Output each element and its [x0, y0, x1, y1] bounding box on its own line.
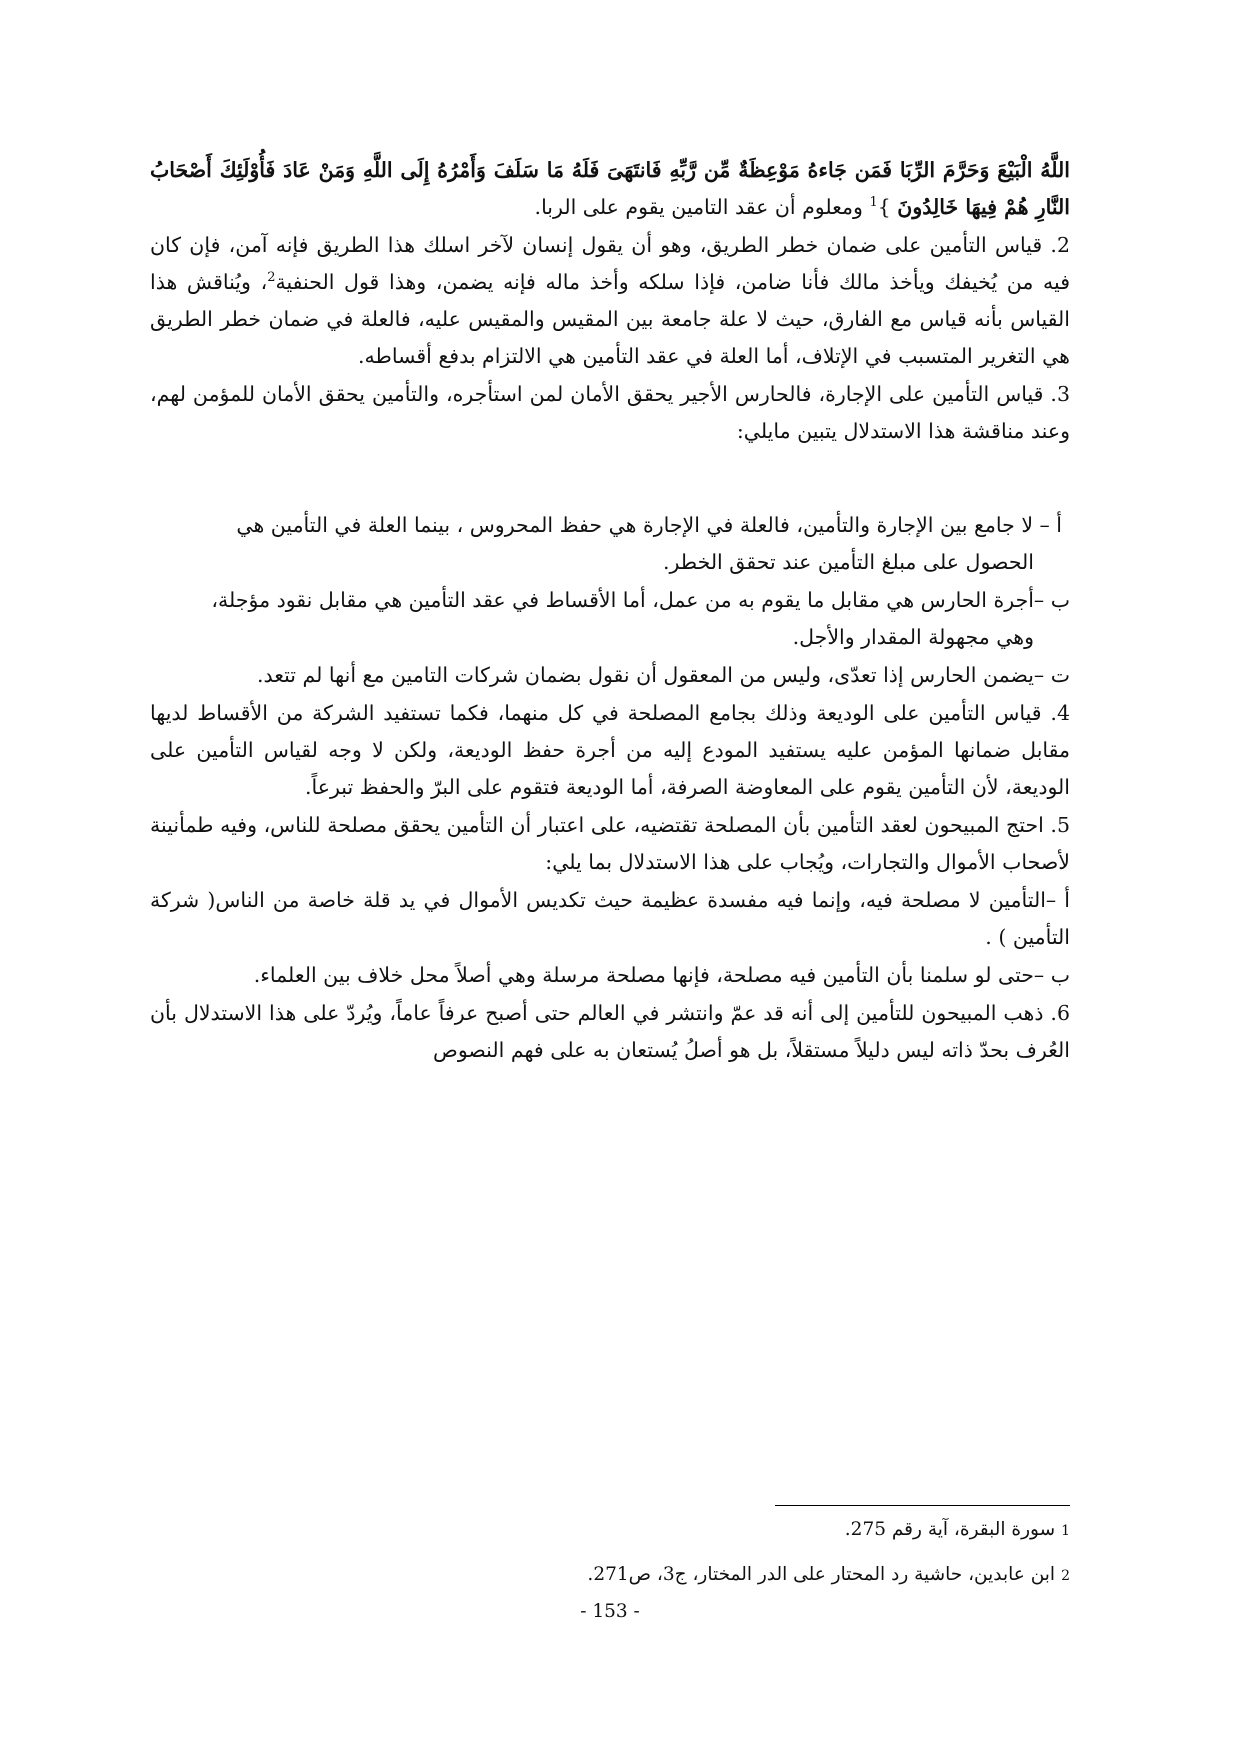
paragraph-text: أ – لا جامع بين الإجارة والتأمين، فالعلة في الإجارة هي حفظ المحروس ، بينما العلة في التأمين هي	[236, 513, 1062, 537]
verse-closing-brace: }	[877, 195, 898, 219]
paragraph-6	[150, 995, 1070, 1069]
footnote-number: 1	[1061, 1523, 1070, 1539]
footnote-1	[845, 1517, 1070, 1544]
paragraph-text: ت –يضمن الحارس إذا تعدّى، وليس من المعقول أن نقول بضمان شركات التامين مع أنها لم تتعد.	[256, 663, 1070, 687]
footnote-number: 2	[1061, 1568, 1070, 1584]
paragraph-text: 2. قياس التأمين على ضمان خطر الطريق، وهو أن يقول إنسان لآخر اسلك هذا الطريق فإنه آمن، فإن كان فيه من يُخيفك ويأخذ مالك فأنا ضامن، فإذا سلكه وأخذ ماله فإنه يضمن، وهذا قول الحنفية	[150, 233, 1071, 294]
paragraph-2	[150, 227, 1070, 375]
sub-point-a	[150, 507, 1070, 581]
sub-point-b2	[150, 957, 1070, 994]
sub-point-t	[150, 657, 1070, 694]
footnote-separator	[775, 1505, 1070, 1506]
paragraph-text: ، ويُناقش هذا القياس بأنه قياس مع الفارق، حيث لا علة جامعة بين المقيس والمقيس عليه، فالعلة في ضمان خطر الطريق هي التغرير المتسبب في الإتلاف، أما العلة في عقد التأمين هي الالتزام بدفع أقساطه.	[150, 270, 1070, 368]
footnote-2	[587, 1562, 1070, 1589]
sub-point-a2	[150, 882, 1070, 956]
spacer	[150, 451, 1070, 507]
paragraph-3	[150, 376, 1070, 450]
main-text	[150, 150, 1070, 1070]
paragraph-text: ب –حتى لو سلمنا بأن التأمين فيه مصلحة، فإنها مصلحة مرسلة وهي أصلاً محل خلاف بين العلماء.	[253, 963, 1070, 987]
quran-verse: اللَّهُ الْبَيْعَ وَحَرَّمَ الرِّبَا فَمَن جَاءهُ مَوْعِظَةٌ مِّن رَّبِّهِ فَانتَهَىَ فَلَهُ مَا سَلَفَ وَأَمْرُهُ إِلَى اللَّهِ وَمَنْ عَادَ فَأُوْلَئِكَ أَصْحَابُ النَّارِ هُمْ فِيهَا خَالِدُونَ	[150, 158, 1070, 219]
paragraph-text: ب –أجرة الحارس هي مقابل ما يقوم به من عمل، أما الأقساط في عقد التأمين هي مقابل نقود مؤجلة،	[211, 588, 1070, 612]
paragraph-5	[150, 807, 1070, 881]
paragraph-text: 4. قياس التأمين على الوديعة وذلك بجامع المصلحة في كل منهما، فكما تستفيد الشركة من الأقساط لديها مقابل ضمانها المؤمن عليه يستفيد المودع إليه من أجرة حفظ الوديعة، ولكن لا وجه لقياس التأمين على الوديعة، لأن التأمين يقوم على المعاوضة الصرفة، أما الوديعة فتقوم على البرّ والحفظ تبرعاً.	[150, 701, 1070, 799]
footnote-text: سورة البقرة، آية رقم 275.	[844, 1519, 1056, 1540]
sub-point-b	[150, 582, 1070, 656]
paragraph-text: 3. قياس التأمين على الإجارة، فالحارس الأجير يحقق الأمان لمن استأجره، والتأمين يحقق الأمان للمؤمن لهم، وعند مناقشة هذا الاستدلال يتبين مايلي:	[150, 382, 1070, 443]
page-number: - 153 -	[580, 1601, 640, 1622]
paragraph-text: 5. احتج المبيحون لعقد التأمين بأن المصلحة تقتضيه، على اعتبار أن التأمين يحقق مصلحة للناس، وفيه طمأنينة لأصحاب الأموال والتجارات، ويُجاب على هذا الاستدلال بما يلي:	[150, 813, 1070, 874]
footnote-ref-1[interactable]: 1	[869, 195, 878, 211]
footnote-text: ابن عابدين، حاشية رد المحتار على الدر المختار، ج3، ص271.	[587, 1564, 1056, 1585]
paragraph-text: أ –التأمين لا مصلحة فيه، وإنما فيه مفسدة عظيمة حيث تكديس الأموال في يد قلة خاصة من الناس( شركة التأمين ) .	[150, 888, 1070, 949]
paragraph-text: 6. ذهب المبيحون للتأمين إلى أنه قد عمّ وانتشر في العالم حتى أصبح عرفاً عاماً، ويُردّ على هذا الاستدلال بأن العُرف بحدّ ذاته ليس دليلاً مستقلاً، بل هو أصلُ يُستعان به على فهم النصوص	[150, 1001, 1070, 1062]
paragraph-continuation: الحصول على مبلغ التأمين عند تحقق الخطر.	[662, 550, 1034, 574]
paragraph-continuation: وهي مجهولة المقدار والأجل.	[792, 625, 1034, 649]
paragraph-4	[150, 695, 1070, 806]
paragraph-text: ومعلوم أن عقد التامين يقوم على الربا.	[534, 195, 870, 219]
footnote-ref-2[interactable]: 2	[267, 270, 276, 286]
paragraph-verse	[150, 152, 1070, 226]
